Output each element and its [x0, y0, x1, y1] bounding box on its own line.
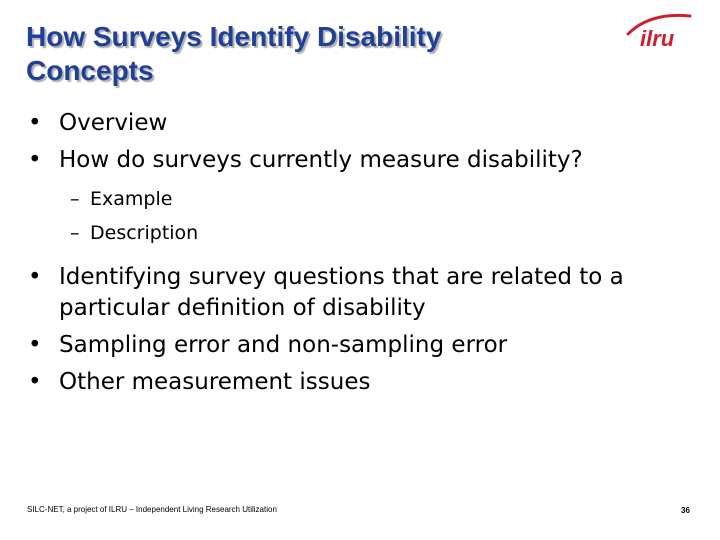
sub-bullet-dash: – [70, 188, 80, 210]
bullet-dot: • [28, 264, 42, 290]
bullet-text: Identifying survey questions that are related to a particular definition of disability [59, 264, 624, 321]
bullet-dot: • [28, 110, 42, 136]
sub-bullet-item [28, 182, 698, 216]
sub-bullet-dash: – [70, 222, 80, 244]
logo-text: ilru [640, 26, 675, 50]
bullet-item [28, 108, 698, 139]
bullet-text: Other measurement issues [59, 369, 371, 395]
ilru-logo [620, 10, 698, 50]
bullet-dot: • [28, 332, 42, 358]
sub-bullet-text: Example [90, 188, 173, 210]
slide-title-line-1: How Surveys Identify Disability [26, 21, 442, 52]
bullet-text: Overview [59, 110, 168, 136]
page-number: 36 [681, 506, 690, 515]
slide-title-line-2: Concepts [26, 55, 154, 86]
bullet-item [28, 330, 698, 361]
bullet-text: How do surveys currently measure disability? [59, 147, 583, 173]
sub-bullet-item [28, 216, 698, 250]
bullet-text: Sampling error and non-sampling error [59, 332, 508, 358]
sub-bullet-text: Description [90, 222, 199, 244]
slide-title [26, 20, 586, 88]
bullet-dot: • [28, 369, 42, 395]
slide-body [28, 108, 698, 398]
bullet-item [28, 262, 698, 324]
bullet-item [28, 145, 698, 176]
bullet-item [28, 367, 698, 398]
bullet-dot: • [28, 147, 42, 173]
footer-credit: SILC-NET, a project of ILRU – Independent Living Research Utilization [27, 505, 277, 514]
